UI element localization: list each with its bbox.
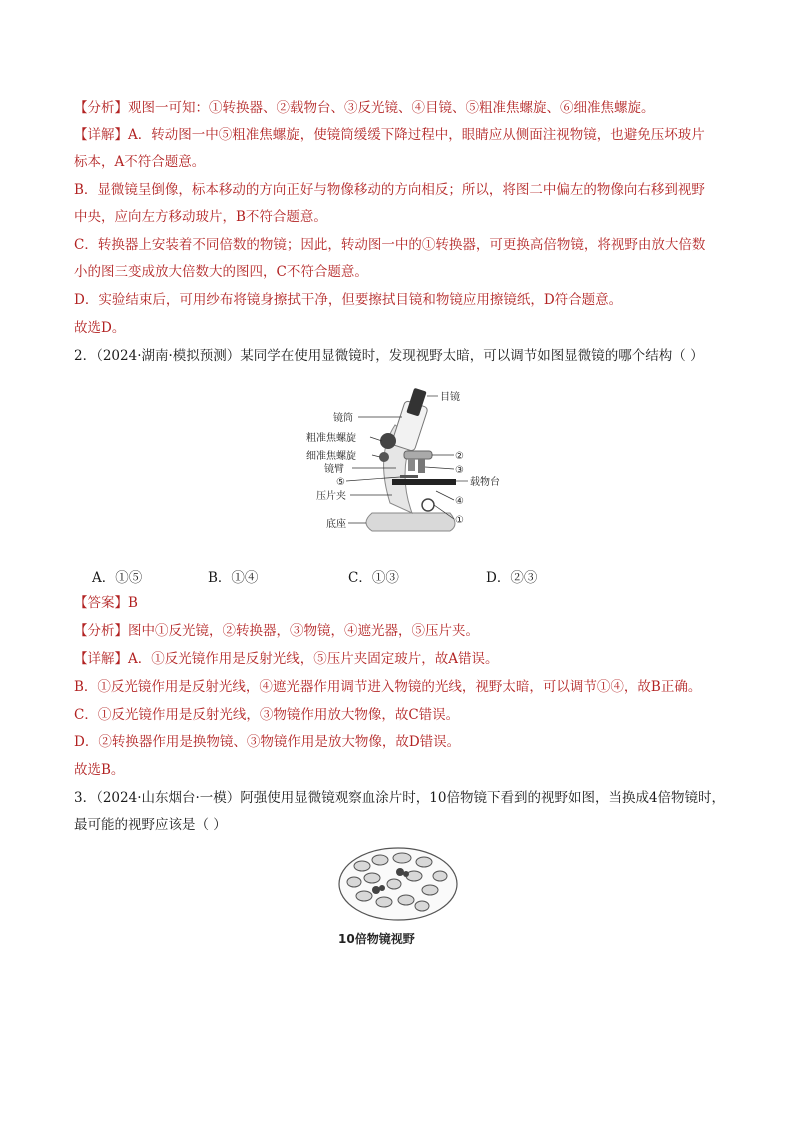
label-n2: ② <box>455 451 464 462</box>
label-coarse-knob: 粗准焦螺旋 <box>306 433 356 444</box>
q2-detail-a <box>74 649 499 669</box>
q2-detail-b: B．①反光镜作用是反射光线，④遮光器作用调节进入物镜的光线，视野太暗，可以调节①④，故B正确。 <box>74 679 702 695</box>
objective-shape <box>408 459 415 471</box>
option-b[interactable]: B．①④ <box>208 570 259 586</box>
q1-detail-a1 <box>74 125 705 145</box>
detail-tag: 【详解】 <box>74 127 128 143</box>
fine-knob-shape <box>379 452 389 462</box>
q3-stem-line1: 3．（2024·山东烟台·一模）阿强使用显微镜观察血涂片时，10倍物镜下看到的视野如图，当换成4倍物镜时， <box>74 790 726 806</box>
detail-tag: 【详解】 <box>74 651 128 667</box>
mirror-shape <box>422 499 434 511</box>
q1-analysis <box>74 98 655 118</box>
objective-shape <box>418 459 425 473</box>
microscope-figure <box>300 385 510 545</box>
q2-stem: 2．（2024·湖南·模拟预测）某同学在使用显微镜时，发现视野太暗，可以调节如图显微镜的哪个结构（ ） <box>74 348 704 364</box>
label-eyepiece: 目镜 <box>440 392 460 403</box>
blood-smear-figure <box>336 846 460 926</box>
coarse-knob-shape <box>380 433 396 449</box>
q2-answer <box>74 593 138 613</box>
figure-caption: 10倍物镜视野 <box>338 932 415 946</box>
label-n4: ④ <box>455 496 464 507</box>
label-tube: 镜筒 <box>333 413 353 424</box>
answer-value: B <box>128 595 138 611</box>
q2-options <box>92 566 612 586</box>
q2-analysis <box>74 621 479 641</box>
stage-shape <box>392 479 456 485</box>
detail-a-text: A．①反光镜作用是反射光线，⑤压片夹固定玻片，故A错误。 <box>128 651 499 667</box>
analysis-tag: 【分析】 <box>74 623 128 639</box>
q2-detail-c: C．①反光镜作用是反射光线，③物镜作用放大物像，故C错误。 <box>74 707 460 723</box>
label-n1: ① <box>455 515 464 526</box>
label-n3: ③ <box>455 465 464 476</box>
analysis-text: 观图一可知：①转换器、②载物台、③反光镜、④目镜、⑤粗准焦螺旋、⑥细准焦螺旋。 <box>128 100 655 116</box>
q1-conclusion: 故选D。 <box>74 320 126 336</box>
option-d[interactable]: D．②③ <box>486 570 538 586</box>
label-fine-knob: 细准焦螺旋 <box>306 451 356 462</box>
label-arm: 镜臂 <box>324 464 344 475</box>
q1-detail-d: D．实验结束后，可用纱布将镜身擦拭干净，但要擦拭目镜和物镜应用擦镜纸，D符合题意。 <box>74 292 623 308</box>
option-a[interactable]: A．①⑤ <box>92 570 143 586</box>
label-base: 底座 <box>326 519 346 530</box>
clip-shape <box>400 475 418 478</box>
q2-conclusion: 故选B。 <box>74 762 125 778</box>
nosepiece-shape <box>404 451 432 459</box>
q1-detail-b2: 中央，应向左方移动玻片，B不符合题意。 <box>74 209 327 225</box>
option-c[interactable]: C．①③ <box>348 570 399 586</box>
q1-detail-b1: B．显微镜呈倒像，标本移动的方向正好与物像移动的方向相反；所以，将图二中偏左的物像向右移到视野 <box>74 182 705 198</box>
detail-a-text: A．转动图一中⑤粗准焦螺旋，使镜筒缓缓下降过程中，眼睛应从侧面注视物镜，也避免压坏玻片 <box>128 127 705 143</box>
q3-stem-line2: 最可能的视野应该是（ ） <box>74 817 227 833</box>
answer-tag: 【答案】 <box>74 595 128 611</box>
label-stage: 载物台 <box>470 477 500 488</box>
analysis-text: 图中①反光镜，②转换器，③物镜，④遮光器，⑤压片夹。 <box>128 623 479 639</box>
microscope-base-shape <box>366 513 455 531</box>
q2-detail-d: D．②转换器作用是换物镜、③物镜作用是放大物像，故D错误。 <box>74 734 461 750</box>
q1-detail-c2: 小的图三变成放大倍数大的图四，C不符合题意。 <box>74 264 368 280</box>
label-clip: 压片夹 <box>316 491 346 502</box>
q1-detail-a2: 标本，A不符合题意。 <box>74 154 206 170</box>
label-n5: ⑤ <box>336 477 345 488</box>
analysis-tag: 【分析】 <box>74 100 128 116</box>
q1-detail-c1: C．转换器上安装着不同倍数的物镜；因此，转动图一中的①转换器，可更换高倍物镜，将视野由放大倍数 <box>74 237 706 253</box>
